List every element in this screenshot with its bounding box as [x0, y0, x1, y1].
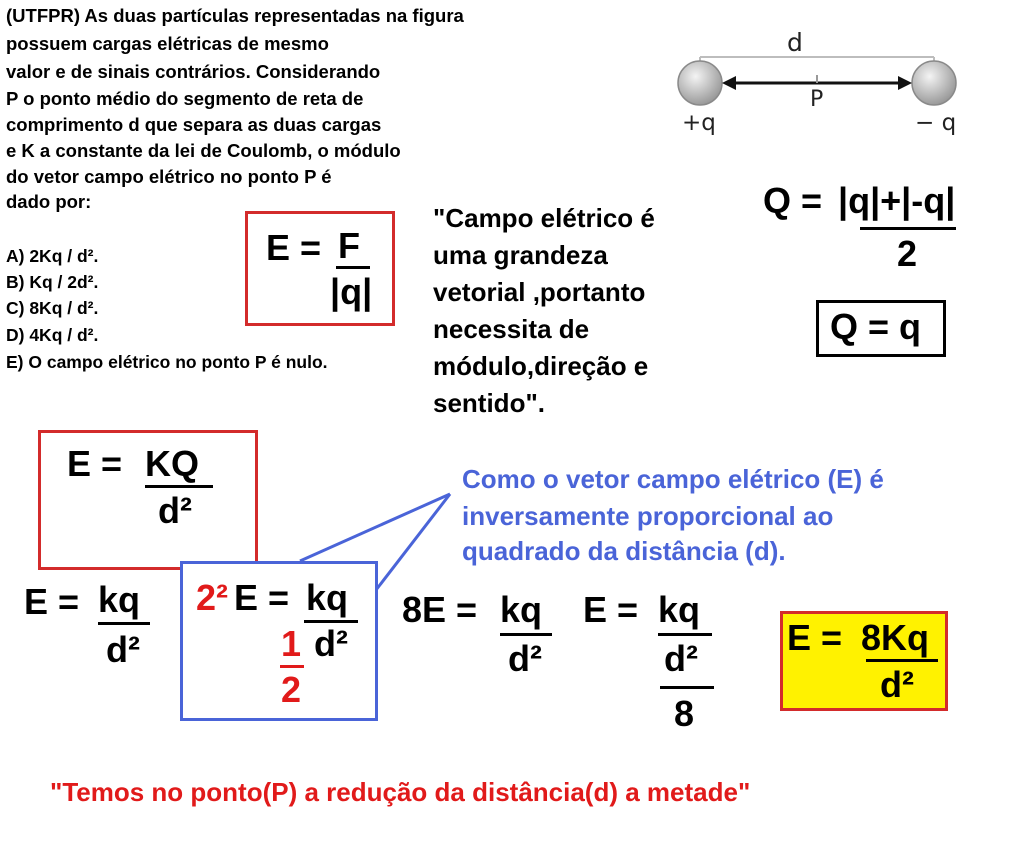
- option-c: C) 8Kq / d².: [6, 298, 99, 318]
- eq3-denominator: d²: [508, 638, 542, 679]
- note-line: inversamente proporcional ao: [462, 501, 834, 531]
- distance-label: d: [787, 28, 803, 57]
- option-d: D) 4Kq / d².: [6, 325, 99, 345]
- option-a: A) 2Kq / d².: [6, 246, 99, 266]
- eq4-numerator: kq: [658, 589, 701, 630]
- eq1-denominator: d²: [106, 629, 140, 670]
- question-line: e K a constante da lei de Coulomb, o módulo: [6, 140, 401, 161]
- formula-e-f-q-lhs: E =: [266, 227, 322, 268]
- eq3-bar: [500, 633, 552, 636]
- positive-charge-label: +q: [682, 110, 716, 136]
- quote-line: vetorial ,portanto: [433, 277, 646, 307]
- note-line: Como o vetor campo elétrico (E) é: [462, 464, 884, 494]
- eq1-bar: [98, 622, 150, 625]
- quote-line: sentido".: [433, 388, 545, 418]
- eq2-half-denominator: 2: [281, 669, 302, 710]
- eq2-half-numerator: 1: [281, 623, 302, 664]
- conclusion-text: "Temos no ponto(P) a redução da distância(d) a metade": [50, 777, 751, 807]
- formula-e-f-q-denominator: |q|: [330, 271, 373, 312]
- eq4-middle: d²: [664, 638, 698, 679]
- option-e: E) O campo elétrico no ponto P é nulo.: [6, 352, 328, 372]
- eq4-lhs: E =: [583, 589, 639, 630]
- quote-line: necessita de: [433, 314, 590, 344]
- eq1-numerator: kq: [98, 579, 141, 620]
- eq2-prefix: 2²: [196, 577, 229, 618]
- eq2-lhs: E =: [234, 577, 290, 618]
- eq4-denominator: 8: [674, 693, 695, 734]
- eq3-lhs: 8E =: [402, 589, 478, 630]
- option-b: B) Kq / 2d².: [6, 272, 99, 292]
- question-line: do vetor campo elétrico no ponto P é: [6, 166, 332, 187]
- formula-e-kq-denominator: d²: [158, 490, 192, 531]
- question-line: P o ponto médio do segmento de reta de: [6, 88, 364, 109]
- eq4-bar-lower: [660, 686, 714, 689]
- note-line: quadrado da distância (d).: [462, 536, 786, 566]
- eq3-numerator: kq: [500, 589, 543, 630]
- answer-bar: [866, 659, 938, 662]
- question-line: possuem cargas elétricas de mesmo: [6, 33, 329, 54]
- quote-line: uma grandeza: [433, 240, 608, 270]
- answer-numerator: 8Kq: [861, 617, 930, 658]
- formula-e-kq-numerator: KQ: [145, 443, 199, 484]
- answer-denominator: d²: [880, 664, 914, 705]
- question-line: (UTFPR) As duas partículas representadas na figura: [6, 5, 464, 26]
- question-line: comprimento d que separa as duas cargas: [6, 114, 382, 135]
- question-line: valor e de sinais contrários. Considerando: [6, 61, 381, 82]
- eq2-denominator: d²: [314, 623, 348, 664]
- answer-lhs: E =: [787, 617, 843, 658]
- eq1-lhs: E =: [24, 581, 80, 622]
- formula-q-lhs: Q =: [763, 180, 823, 221]
- formula-e-f-q-numerator: F: [338, 225, 360, 266]
- quote-line: "Campo elétrico é: [433, 203, 655, 233]
- eq4-bar: [658, 633, 712, 636]
- formula-q-result: Q = q: [830, 306, 922, 347]
- negative-charge-label: − q: [915, 110, 957, 136]
- eq2-half-bar: [280, 665, 304, 668]
- midpoint-label: P: [810, 87, 824, 112]
- eq2-numerator: kq: [306, 577, 349, 618]
- formula-q-numerator: |q|+|-q|: [838, 180, 956, 221]
- question-line: dado por:: [6, 191, 92, 212]
- formula-e-kq-lhs: E =: [67, 443, 123, 484]
- formula-q-denominator: 2: [897, 233, 918, 274]
- quote-line: módulo,direção e: [433, 351, 649, 381]
